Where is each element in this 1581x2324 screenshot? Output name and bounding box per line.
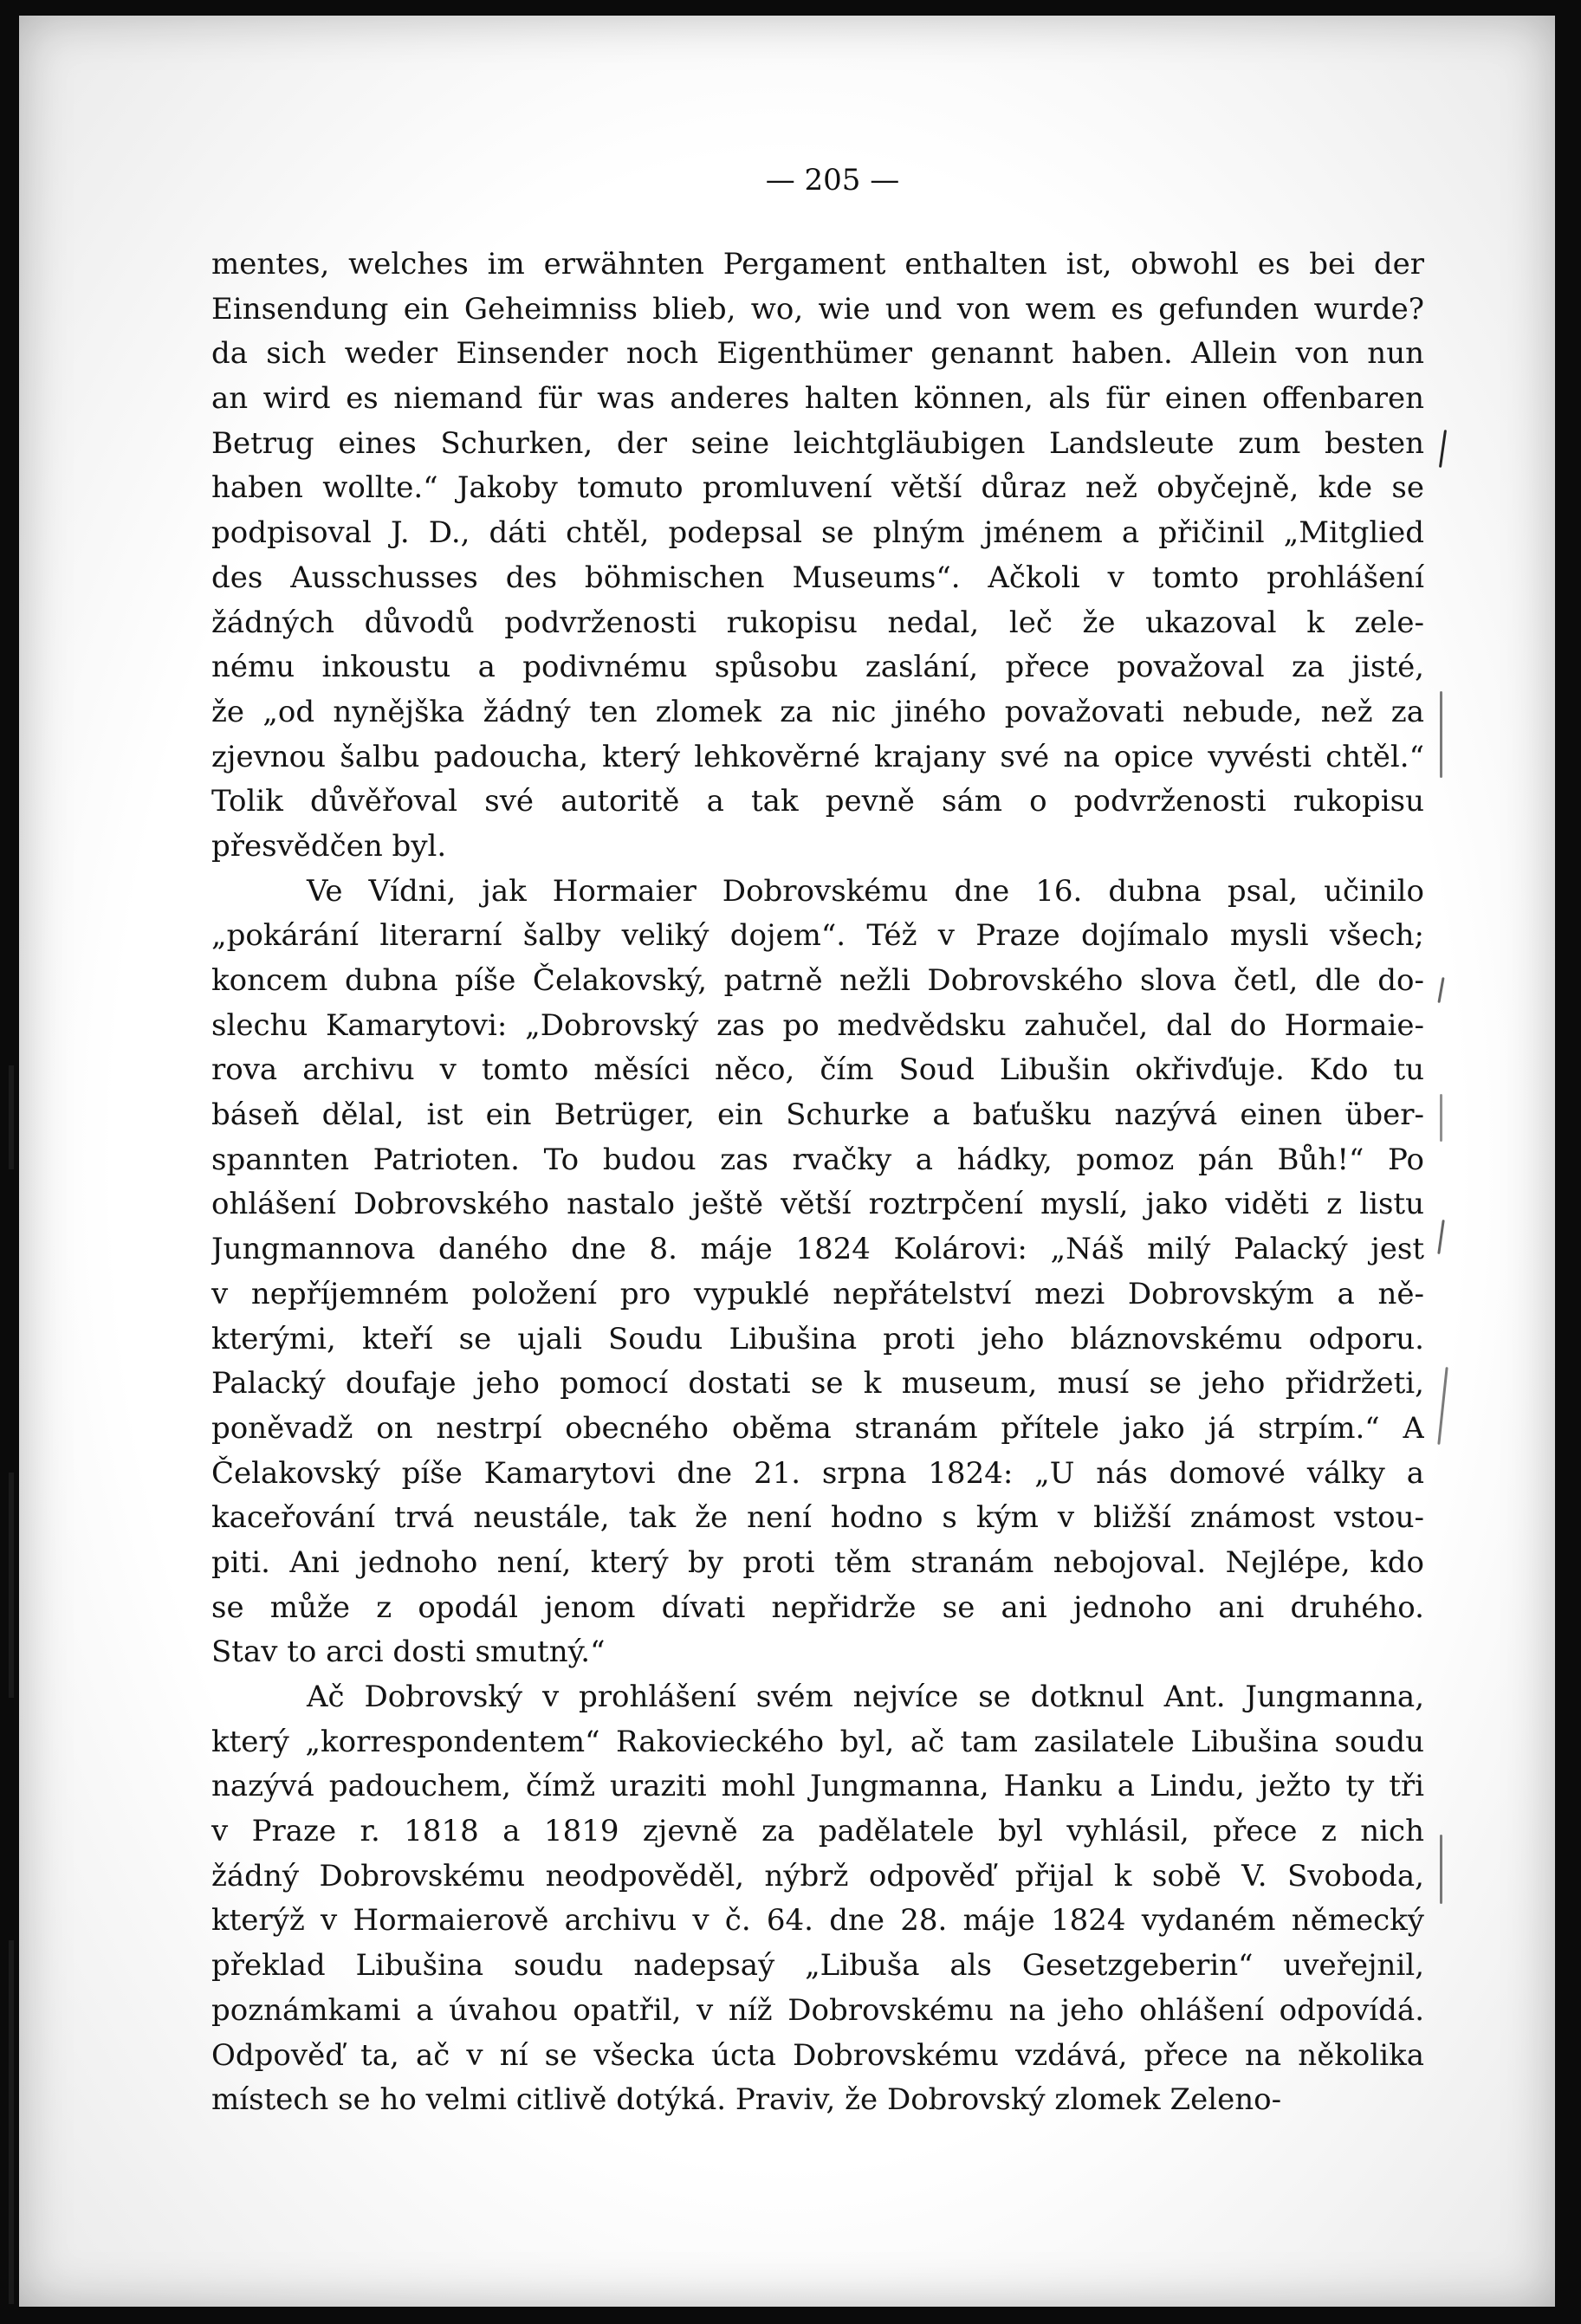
text-line: žádných důvodů podvrženosti rukopisu nedal, leč že ukazoval k zele- bbox=[211, 605, 1424, 640]
text-line: „pokárání literarní šalby veliký dojem“. Též v Praze dojímalo mysli všech; bbox=[211, 918, 1424, 954]
text-line: zjevnou šalbu padoucha, který lehkověrné krajany své na opice vyvésti chtěl.“ bbox=[211, 739, 1424, 774]
margin-pencil-mark bbox=[1437, 977, 1444, 1003]
text-line: spannten Patrioten. To budou zas rvačky a hádky, pomoz pán Bůh!“ Po bbox=[211, 1142, 1424, 1177]
text-line: kaceřování trvá neustále, tak že není hodno s kým v bližší známost vstou- bbox=[211, 1500, 1424, 1536]
text-line: Tolik důvěřoval své autoritě a tak pevně sám o podvrženosti rukopisu bbox=[211, 784, 1424, 819]
text-line: že „od nynějška žádný ten zlomek za nic jiného považovati nebude, než za bbox=[211, 694, 1424, 729]
text-line: poznámkami a úvahou opatřil, v níž Dobrovskému na jeho ohlášení odpovídá. bbox=[211, 1992, 1424, 2028]
text-line: překlad Libušina soudu nadepsaý „Libuša als Gesetzgeberin“ uveřejnil, bbox=[211, 1948, 1424, 1984]
text-line: haben wollte.“ Jakoby tomuto promluvení větší důraz než obyčejně, kde se bbox=[211, 470, 1424, 506]
text-line: podpisoval J. D., dáti chtěl, podepsal se plným jménem a přičinil „Mitglied bbox=[211, 515, 1424, 551]
book-page bbox=[19, 16, 1555, 2307]
text-line: Čelakovský píše Kamarytovi dne 21. srpna 1824: „U nás domové války a bbox=[211, 1455, 1424, 1491]
paragraph-last-line: Stav to arci dosti smutný.“ bbox=[211, 1635, 606, 1670]
text-line: v Praze r. 1818 a 1819 zjevně za padělatele byl vyhlásil, přece z nich bbox=[211, 1814, 1424, 1849]
text-line: nazývá padouchem, čímž uraziti mohl Jungmanna, Hanku a Lindu, ježto ty tři bbox=[211, 1769, 1424, 1804]
margin-pencil-mark bbox=[1437, 1367, 1448, 1445]
binding-edge bbox=[9, 1473, 14, 1698]
text-line: báseň dělal, ist ein Betrüger, ein Schurke a baťušku nazývá einen über- bbox=[211, 1097, 1424, 1133]
text-line: kterýž v Hormaierově archivu v č. 64. dne 28. máje 1824 vydaném německý bbox=[211, 1903, 1424, 1939]
paragraph-first-line: Ve Vídni, jak Hormaier Dobrovskému dne 16. dubna psal, učinilo bbox=[307, 873, 1424, 909]
binding-edge bbox=[9, 1065, 14, 1169]
paragraph-first-line: Ač Dobrovský v prohlášení svém nejvíce se dotknul Ant. Jungmanna, bbox=[307, 1680, 1424, 1714]
text-line: Betrug eines Schurken, der seine leichtgläubigen Landsleute zum besten bbox=[211, 425, 1424, 461]
margin-pencil-mark bbox=[1439, 430, 1447, 468]
margin-pencil-mark bbox=[1440, 1835, 1442, 1904]
text-line: rova archivu v tomto měsíci něco, čím Soud Libušin okřivďuje. Kdo tu bbox=[211, 1052, 1424, 1088]
text-line: an wird es niemand für was anderes halten können, als für einen offenbaren bbox=[211, 381, 1424, 417]
margin-pencil-mark bbox=[1440, 1094, 1442, 1142]
text-line: se může z opodál jenom dívati nepřidrže se ani jednoho ani druhého. bbox=[211, 1589, 1424, 1625]
text-line: místech se ho velmi citlivě dotýká. Praviv, že Dobrovský zlomek Zeleno- bbox=[211, 2082, 1282, 2118]
text-line: koncem dubna píše Čelakovský, patrně nežli Dobrovského slova četl, dle do- bbox=[211, 963, 1424, 998]
page-number: — 205 — bbox=[765, 163, 900, 197]
binding-edge bbox=[9, 1940, 14, 2304]
body-text bbox=[211, 243, 1424, 2123]
text-line: kterými, kteří se ujali Soudu Libušina proti jeho bláznovskému odporu. bbox=[211, 1321, 1424, 1356]
text-line: Palacký doufaje jeho pomocí dostati se k museum, musí se jeho přidržeti, bbox=[211, 1366, 1424, 1402]
text-line: piti. Ani jednoho není, který by proti těm stranám nebojoval. Nejlépe, kdo bbox=[211, 1544, 1424, 1580]
text-line: Einsendung ein Geheimniss blieb, wo, wie und von wem es gefunden wurde? bbox=[211, 291, 1424, 327]
text-line: poněvadž on nestrpí obecného oběma stranám přítele jako já strpím.“ A bbox=[211, 1410, 1424, 1446]
text-line: Jungmannova daného dne 8. máje 1824 Kolárovi: „Náš milý Palacký jest bbox=[211, 1232, 1424, 1267]
text-line: slechu Kamarytovi: „Dobrovský zas po medvědsku zahučel, dal do Hormaie- bbox=[211, 1007, 1424, 1043]
text-line: v nepříjemném položení pro vypuklé nepřátelství mezi Dobrovským a ně- bbox=[211, 1276, 1424, 1311]
text-line: žádný Dobrovskému neodpověděl, nýbrž odpověď přijal k sobě V. Svoboda, bbox=[211, 1858, 1424, 1894]
margin-pencil-mark bbox=[1437, 1220, 1445, 1254]
margin-pencil-mark bbox=[1440, 691, 1442, 778]
text-line: da sich weder Einsender noch Eigenthümer genannt haben. Allein von nun bbox=[211, 336, 1424, 372]
text-line: mentes, welches im erwähnten Pergament enthalten ist, obwohl es bei der bbox=[211, 247, 1424, 282]
text-line: nému inkoustu a podivnému spůsobu zaslání, přece považoval za jisté, bbox=[211, 650, 1424, 685]
text-line: des Ausschusses des böhmischen Museums“. Ačkoli v tomto prohlášení bbox=[211, 560, 1424, 595]
text-line: který „korrespondentem“ Rakovieckého byl, ač tam zasilatele Libušina soudu bbox=[211, 1724, 1424, 1759]
paragraph-last-line: přesvědčen byl. bbox=[211, 828, 447, 864]
text-line: Odpověď ta, ač v ní se všecka úcta Dobrovskému vzdává, přece na několika bbox=[211, 2037, 1424, 2073]
text-line: ohlášení Dobrovského nastalo ještě větší roztrpčení myslí, jako viděti z listu bbox=[211, 1187, 1424, 1222]
